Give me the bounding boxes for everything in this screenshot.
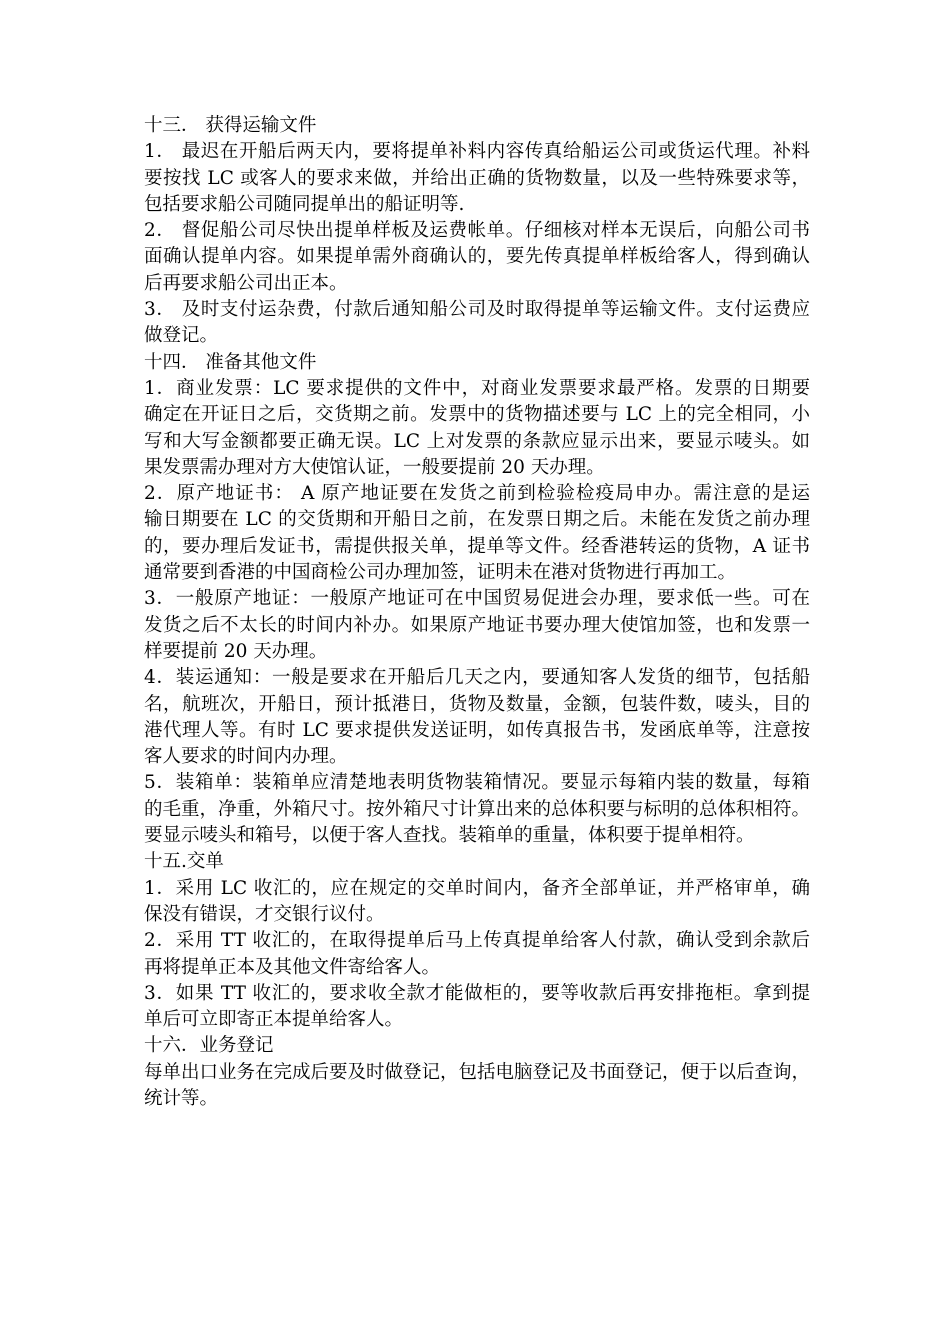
text-line: 要按找 LC 或客人的要求来做，并给出正确的货物数量，以及一些特殊要求等，: [144, 167, 810, 189]
text-line: 写和大写金额都要正确无误。LC 上对发票的条款应显示出来，要显示唛头。如: [144, 430, 810, 452]
text-line: 包括要求船公司随同提单出的船证明等.: [144, 193, 465, 215]
text-line: 3．如果 TT 收汇的，要求收全款才能做柜的，要等收款后再安排拖柜。拿到提: [144, 982, 810, 1004]
text-line: 十三． 获得运输文件: [144, 115, 317, 136]
text-line: 2．原产地证书： A 原产地证要在发货之前到检验检疫局申办。需注意的是运: [144, 483, 810, 505]
text-line: 十四． 准备其他文件: [144, 351, 317, 373]
text-line: 再将提单正本及其他文件寄给客人。: [144, 956, 441, 978]
text-line: 面确认提单内容。如果提单需外商确认的，要先传真提单样板给客人，得到确认: [144, 246, 810, 268]
text-line: 十五.交单: [144, 851, 224, 873]
text-line: 发货之后不太长的时间内补办。如果原产地证书要办理大使馆加签，也和发票一: [144, 614, 810, 636]
text-line: 统计等。: [144, 1087, 219, 1109]
text-line: 输日期要在 LC 的交货期和开船日之前，在发票日期之后。未能在发货之前办理: [144, 509, 810, 531]
text-line: 5．装箱单：装箱单应清楚地表明货物装箱情况。要显示每箱内装的数量，每箱: [144, 772, 810, 794]
text-line: 后再要求船公司出正本。: [144, 272, 348, 294]
text-line: 1．商业发票：LC 要求提供的文件中，对商业发票要求最严格。发票的日期要: [144, 377, 810, 399]
text-line: 名，航班次，开船日，预计抵港日，货物及数量，金额，包装件数，唛头，目的: [144, 693, 810, 715]
text-line: 的毛重，净重，外箱尺寸。按外箱尺寸计算出来的总体积要与标明的总体积相符。: [144, 798, 811, 820]
text-line: 要显示唛头和箱号，以便于客人查找。装箱单的重量，体积要于提单相符。: [144, 825, 755, 847]
text-line: 保没有错误，才交银行议付。: [144, 903, 385, 925]
text-line: 确定在开证日之后，交货期之前。发票中的货物描述要与 LC 上的完全相同，小: [144, 404, 810, 426]
text-line: 通常要到香港的中国商检公司办理加签，证明未在港对货物进行再加工。: [144, 562, 737, 584]
text-line: 十六．业务登记: [144, 1035, 274, 1057]
text-line: 果发票需办理对方大使馆认证，一般要提前 20 天办理。: [144, 456, 605, 478]
text-line: 样要提前 20 天办理。: [144, 640, 328, 662]
text-line: 1． 最迟在开船后两天内，要将提单补料内容传真给船运公司或货运代理。补料: [144, 141, 810, 163]
text-line: 的，要办理后发证书，需提供报关单，提单等文件。经香港转运的货物，A 证书: [144, 535, 810, 557]
text-line: 4．装运通知：一般是要求在开船后几天之内，要通知客人发货的细节，包括船: [144, 667, 810, 689]
text-line: 1．采用 LC 收汇的，应在规定的交单时间内，备齐全部单证，并严格审单，确: [144, 877, 810, 899]
text-line: 3． 及时支付运杂费，付款后通知船公司及时取得提单等运输文件。支付运费应: [144, 299, 810, 321]
text-line: 单后可立即寄正本提单给客人。: [144, 1009, 404, 1031]
document-page: [144, 113, 810, 1112]
text-line: 2． 督促船公司尽快出提单样板及运费帐单。仔细核对样本无误后，向船公司书: [144, 220, 810, 242]
text-line: 做登记。: [144, 325, 219, 347]
text-line: 每单出口业务在完成后要及时做登记，包括电脑登记及书面登记，便于以后查询，: [144, 1061, 811, 1083]
text-line: 3．一般原产地证：一般原产地证可在中国贸易促进会办理，要求低一些。可在: [144, 588, 810, 610]
text-line: 2．采用 TT 收汇的，在取得提单后马上传真提单给客人付款，确认受到余款后: [144, 930, 810, 952]
text-line: 客人要求的时间内办理。: [144, 746, 348, 768]
text-line: 港代理人等。有时 LC 要求提供发送证明，如传真报告书，发函底单等，注意按: [144, 719, 810, 741]
